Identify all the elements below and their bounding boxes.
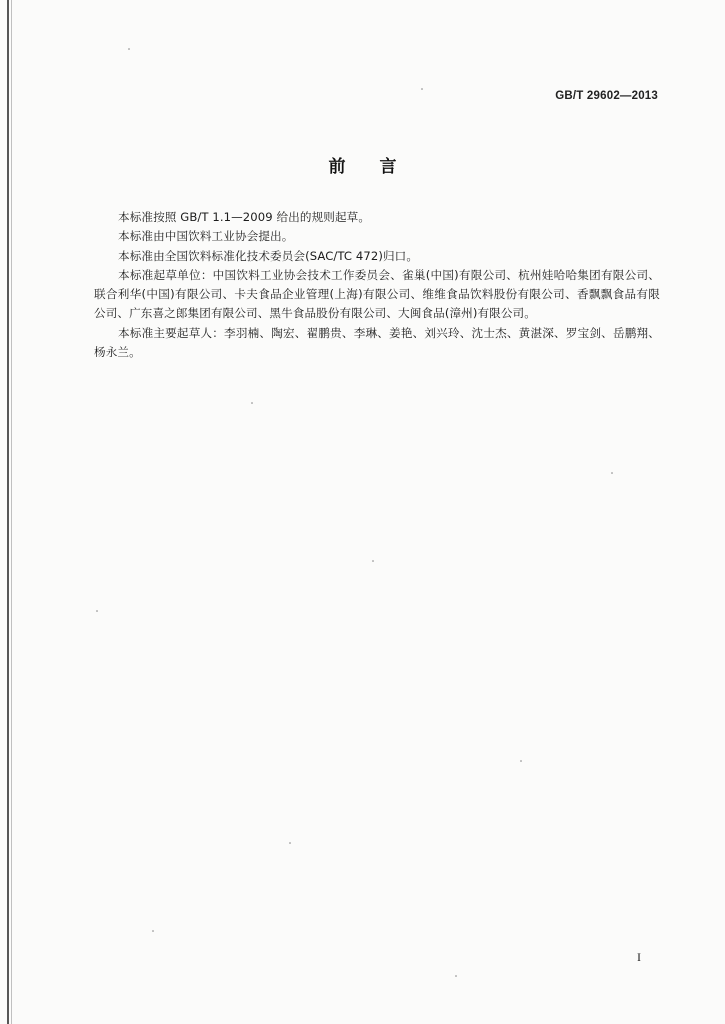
scan-speck [289,842,291,844]
paragraph-administrator: 本标准由全国饮料标准化技术委员会(SAC/TC 472)归口。 [118,248,419,263]
standard-number: GB/T 29602—2013 [555,90,658,102]
scan-speck [128,48,130,50]
scan-speck [152,930,154,932]
scan-speck [520,760,522,762]
scan-speck [372,560,374,562]
page-number: I [637,950,641,964]
scan-speck [611,472,613,474]
paragraph-drafters: 本标准主要起草人：李羽楠、陶宏、翟鹏贵、李琳、姜艳、刘兴玲、沈士杰、黄湛深、罗宝剑、岳鹏翔、杨永兰。 [94,325,660,360]
document-body [94,208,660,362]
paragraph-drafting-rules: 本标准按照 GB/T 1.1—2009 给出的规则起草。 [118,210,371,224]
scan-speck [96,610,98,612]
scan-speck [421,88,423,90]
paragraph-drafting-units: 本标准起草单位：中国饮料工业协会技术工作委员会、雀巢(中国)有限公司、杭州娃哈哈集团有限公司、联合利华(中国)有限公司、卡夫食品企业管理(上海)有限公司、维维食品饮料股份有限公司、香飘飘食品有限公司、广东喜之郎集团有限公司、黑牛食品股份有限公司、大闽食品(漳州)有限公司。 [94,267,660,321]
paragraph-proposer: 本标准由中国饮料工业协会提出。 [118,229,294,244]
scan-speck [455,975,457,977]
scan-speck [251,402,253,404]
page-title: 前言 [328,157,431,177]
